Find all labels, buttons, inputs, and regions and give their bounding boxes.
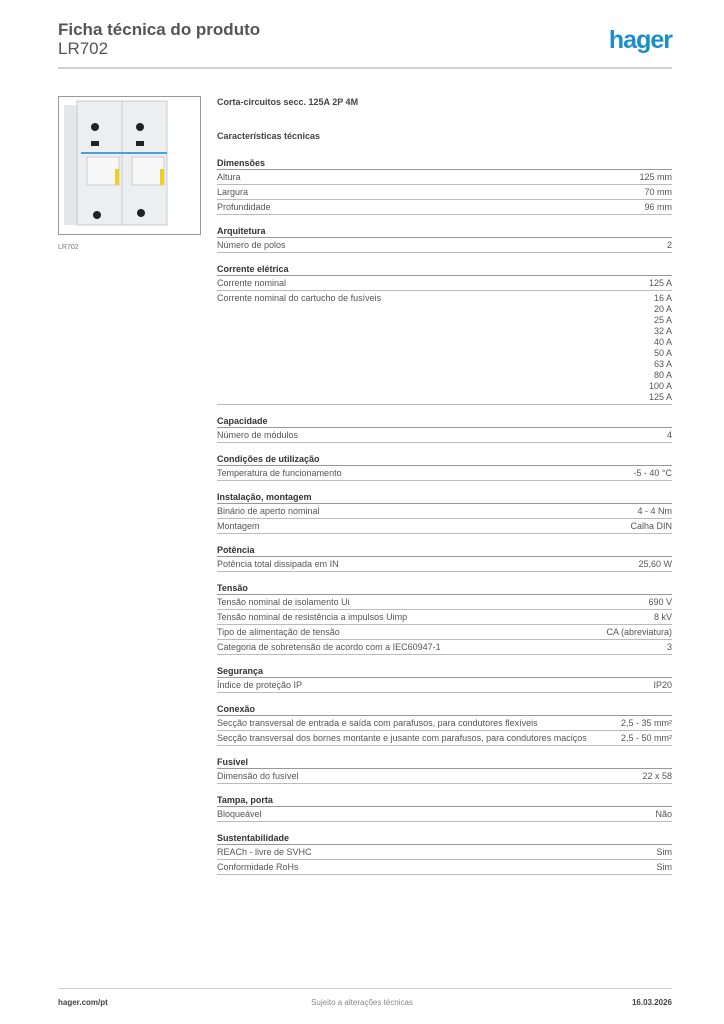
spec-value: Sim	[656, 847, 672, 857]
section-title: Dimensões	[217, 156, 672, 170]
spec-value: 70 mm	[644, 187, 672, 197]
section-title: Tampa, porta	[217, 793, 672, 807]
spec-row	[217, 860, 672, 875]
section-title: Conexão	[217, 702, 672, 716]
spec-label: Potência total dissipada em IN	[217, 559, 339, 569]
spec-values	[654, 612, 672, 623]
footer-date: 16.03.2026	[631, 998, 672, 1007]
spec-value: 2,5 - 50 mm²	[620, 733, 672, 743]
footer-divider	[58, 988, 672, 989]
spec-value: 80 A	[653, 370, 672, 380]
spec-value: 690 V	[648, 597, 672, 607]
spec-label: Secção transversal de entrada e saída com parafusos, para condutores flexíveis	[217, 718, 538, 728]
section-title: Tensão	[217, 581, 672, 595]
spec-row	[217, 466, 672, 481]
spec-label: Índice de proteção IP	[217, 680, 303, 690]
spec-label: Corrente nominal do cartucho de fusíveis	[217, 293, 382, 303]
spec-value: 50 A	[653, 348, 672, 358]
spec-value: -5 - 40 °C	[633, 468, 672, 478]
spec-label: Número de polos	[217, 240, 286, 250]
spec-row	[217, 276, 672, 291]
spec-value: CA (abreviatura)	[606, 627, 672, 637]
spec-value: 125 A	[648, 392, 672, 402]
section-title: Instalação, montagem	[217, 490, 672, 504]
spec-label: Dimensão do fusível	[217, 771, 299, 781]
spec-row	[217, 610, 672, 625]
spec-section	[217, 224, 672, 253]
spec-values	[606, 627, 672, 638]
spec-values	[649, 293, 672, 403]
spec-row	[217, 170, 672, 185]
spec-values	[621, 718, 672, 729]
spec-row	[217, 200, 672, 215]
spec-value: 4	[666, 430, 672, 440]
spec-value: 25 A	[653, 315, 672, 325]
spec-values	[639, 172, 672, 183]
fuse-holder-illustration	[59, 97, 200, 234]
spec-value: 32 A	[653, 326, 672, 336]
footer-website[interactable]: hager.com/pt	[58, 998, 108, 1007]
spec-label: Tensão nominal de resistência a impulsos Uimp	[217, 612, 408, 622]
spec-value: 8 kV	[653, 612, 672, 622]
spec-content	[217, 96, 672, 875]
footer-note: Sujeito a alterações técnicas	[311, 998, 413, 1007]
image-caption: LR702	[58, 244, 79, 251]
spec-value: 16 A	[653, 293, 672, 303]
spec-value: 125 A	[648, 278, 672, 288]
spec-values	[648, 597, 672, 608]
spec-values	[653, 680, 672, 691]
spec-label: Categoria de sobretensão de acordo com a IEC60947-1	[217, 642, 441, 652]
characteristics-heading: Características técnicas	[217, 131, 321, 141]
spec-section	[217, 755, 672, 784]
spec-label: Tipo de alimentação de tensão	[217, 627, 340, 637]
spec-section	[217, 664, 672, 693]
spec-section	[217, 414, 672, 443]
spec-values	[630, 521, 672, 532]
spec-value: 100 A	[648, 381, 672, 391]
spec-section	[217, 581, 672, 655]
spec-value: 20 A	[653, 304, 672, 314]
spec-label: REACh - livre de SVHC	[217, 847, 312, 857]
spec-row	[217, 769, 672, 784]
spec-value: IP20	[653, 680, 672, 690]
spec-row	[217, 625, 672, 640]
product-name: Corta-circuitos secc. 125A 2P 4M	[217, 97, 359, 107]
spec-section	[217, 543, 672, 572]
spec-label: Secção transversal dos bornes montante e jusante com parafusos, para condutores maciços	[217, 733, 587, 743]
spec-label: Binário de aperto nominal	[217, 506, 320, 516]
section-title: Fusível	[217, 755, 672, 769]
spec-value: 2	[666, 240, 672, 250]
product-image	[58, 96, 201, 235]
section-title: Capacidade	[217, 414, 672, 428]
spec-values	[649, 278, 672, 289]
product-code: LR702	[58, 39, 109, 58]
spec-label: Montagem	[217, 521, 260, 531]
spec-row	[217, 238, 672, 253]
spec-values	[655, 809, 672, 820]
spec-value: 125 mm	[639, 172, 672, 182]
spec-row	[217, 716, 672, 731]
spec-section	[217, 156, 672, 215]
spec-row	[217, 504, 672, 519]
spec-section	[217, 262, 672, 405]
section-title: Segurança	[217, 664, 672, 678]
spec-value: 25,60 W	[638, 559, 672, 569]
spec-value: Não	[655, 809, 672, 819]
header-divider	[58, 67, 672, 69]
spec-row	[217, 640, 672, 655]
spec-value: 3	[666, 642, 672, 652]
spec-values	[633, 468, 672, 479]
spec-values	[657, 847, 673, 858]
spec-value: 63 A	[653, 359, 672, 369]
page-title: Ficha técnica do produto	[58, 20, 261, 39]
spec-row	[217, 595, 672, 610]
spec-values	[667, 240, 672, 251]
spec-label: Conformidade RoHs	[217, 862, 299, 872]
spec-row	[217, 731, 672, 746]
spec-values	[621, 733, 672, 744]
spec-row	[217, 678, 672, 693]
spec-section	[217, 793, 672, 822]
spec-values	[644, 187, 672, 198]
spec-label: Número de módulos	[217, 430, 299, 440]
spec-row	[217, 807, 672, 822]
spec-value: 22 x 58	[642, 771, 672, 781]
spec-label: Largura	[217, 187, 249, 197]
spec-value: 2,5 - 35 mm²	[620, 718, 672, 728]
spec-label: Corrente nominal	[217, 278, 287, 288]
spec-value: Calha DIN	[630, 521, 672, 531]
hager-logo: hager	[608, 26, 672, 54]
spec-values	[667, 642, 672, 653]
spec-values	[657, 862, 673, 873]
spec-row	[217, 557, 672, 572]
spec-sections	[217, 156, 672, 875]
section-title: Arquitetura	[217, 224, 672, 238]
spec-label: Tensão nominal de isolamento Ui	[217, 597, 350, 607]
spec-section	[217, 452, 672, 481]
spec-label: Bloqueável	[217, 809, 262, 819]
spec-value: 96 mm	[644, 202, 672, 212]
section-title: Corrente elétrica	[217, 262, 672, 276]
spec-label: Profundidade	[217, 202, 271, 212]
spec-label: Altura	[217, 172, 241, 182]
spec-values	[667, 430, 672, 441]
spec-value: Sim	[656, 862, 672, 872]
spec-section	[217, 831, 672, 875]
spec-label: Temperatura de funcionamento	[217, 468, 342, 478]
spec-row	[217, 185, 672, 200]
spec-row	[217, 428, 672, 443]
spec-section	[217, 702, 672, 746]
spec-row	[217, 845, 672, 860]
spec-values	[642, 771, 672, 782]
section-title: Sustentabilidade	[217, 831, 672, 845]
spec-row	[217, 291, 672, 405]
spec-section	[217, 490, 672, 534]
section-title: Potência	[217, 543, 672, 557]
spec-values	[644, 202, 672, 213]
spec-values	[638, 559, 672, 570]
spec-row	[217, 519, 672, 534]
spec-values	[637, 506, 672, 517]
spec-value: 40 A	[653, 337, 672, 347]
section-title: Condições de utilização	[217, 452, 672, 466]
spec-value: 4 - 4 Nm	[637, 506, 672, 516]
